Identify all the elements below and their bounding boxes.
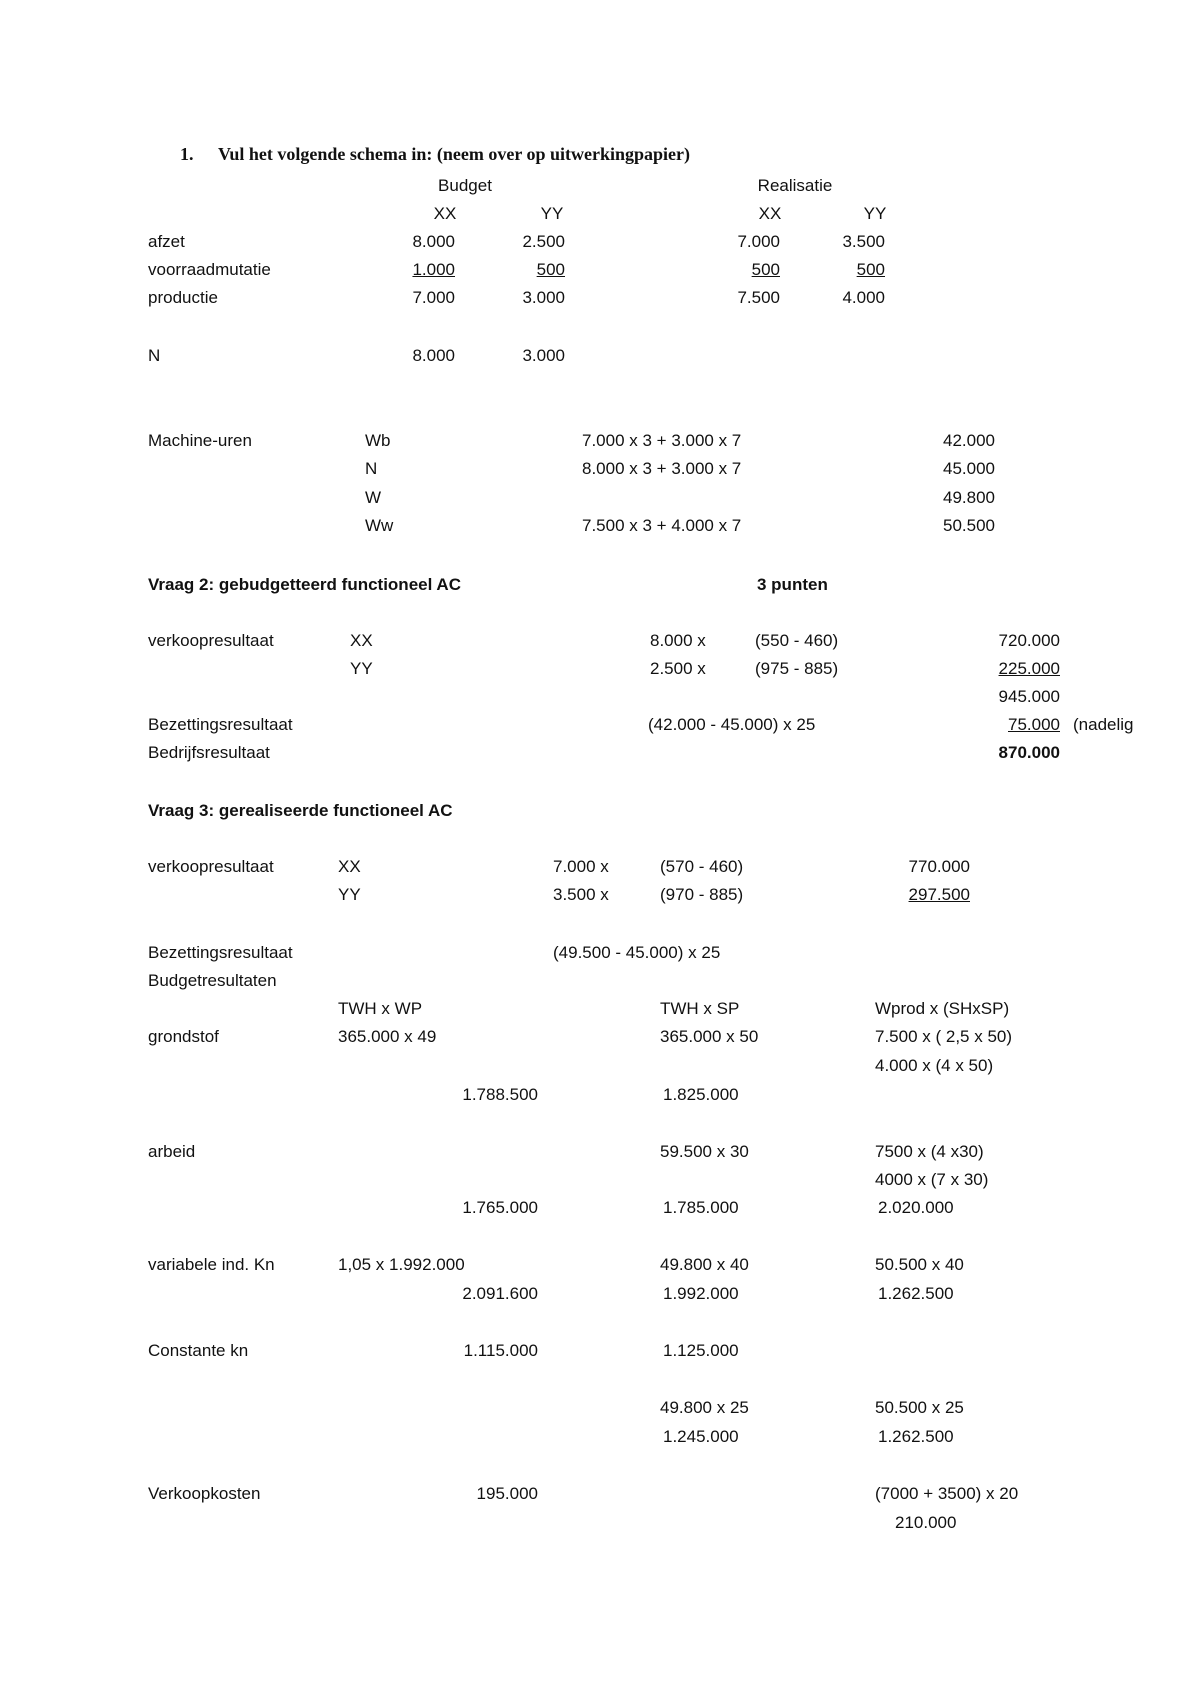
cell: 210.000 — [895, 1513, 957, 1532]
vraag2-title: Vraag 2: gebudgetteerd functioneel AC — [148, 575, 461, 594]
budget-label: Budgetresultaten — [148, 971, 277, 990]
cell: 7500 x (4 x30) — [875, 1142, 984, 1161]
cell: 7.000 — [737, 232, 780, 251]
product-code: XX — [338, 857, 361, 876]
machine-value: 50.500 — [943, 516, 995, 535]
machine-code: N — [365, 459, 378, 478]
verkoopkosten-label: Verkoopkosten — [148, 1484, 261, 1503]
cell: 3.000 — [522, 288, 565, 307]
cell: 365.000 x 49 — [338, 1027, 437, 1046]
col-budget: Budget — [438, 176, 492, 195]
cell: 4.000 x (4 x 50) — [875, 1056, 994, 1075]
col-r-xx: XX — [758, 204, 782, 223]
value: 225.000 — [998, 659, 1060, 678]
cell: 7.500 — [737, 288, 780, 307]
cell: 1.262.500 — [878, 1427, 954, 1446]
machine-code: W — [365, 488, 382, 507]
bezetting-calc: (49.500 - 45.000) x 25 — [553, 943, 721, 962]
cell: 1.000 — [412, 260, 455, 279]
cell: 500 — [856, 260, 885, 279]
col-b-xx: XX — [433, 204, 457, 223]
qty: 7.000 x — [553, 857, 609, 876]
cell: 49.800 x 40 — [660, 1255, 749, 1274]
cell: 1.785.000 — [663, 1198, 739, 1217]
value: 720.000 — [998, 631, 1060, 650]
product-code: YY — [338, 885, 361, 904]
machine-value: 49.800 — [943, 488, 995, 507]
bezetting-note: (nadelig — [1073, 715, 1134, 734]
cell: 1.262.500 — [878, 1284, 954, 1303]
variabel-label: variabele ind. Kn — [148, 1255, 275, 1274]
cell: 195.000 — [476, 1484, 538, 1503]
col-wprod: Wprod x (SHxSP) — [875, 999, 1010, 1018]
cell: 50.500 x 40 — [875, 1255, 964, 1274]
cell: 1.115.000 — [463, 1341, 538, 1360]
verkoop-label: verkoopresultaat — [148, 857, 274, 876]
cell: 500 — [536, 260, 565, 279]
machine-code: Ww — [365, 516, 394, 535]
cell: 365.000 x 50 — [660, 1027, 759, 1046]
arbeid-label: arbeid — [148, 1142, 196, 1161]
cell: 2.500 — [522, 232, 565, 251]
bezetting-label: Bezettingsresultaat — [148, 715, 293, 734]
cell: 49.800 x 25 — [660, 1398, 749, 1417]
heading-number: 1. — [180, 144, 194, 164]
bezetting-value: 75.000 — [1008, 715, 1060, 734]
n-label: N — [148, 346, 161, 365]
vraag2-points: 3 punten — [757, 575, 828, 594]
cell: 50.500 x 25 — [875, 1398, 964, 1417]
value: 770.000 — [908, 857, 970, 876]
cell: 7.500 x ( 2,5 x 50) — [875, 1027, 1013, 1046]
product-code: YY — [350, 659, 373, 678]
cell: 1.825.000 — [663, 1085, 739, 1104]
calc: (550 - 460) — [755, 631, 839, 650]
cell: 4.000 — [842, 288, 885, 307]
heading-text: Vul het volgende schema in: (neem over op uitwerkingpapier) — [218, 144, 690, 164]
calc: (975 - 885) — [755, 659, 839, 678]
machine-value: 45.000 — [943, 459, 995, 478]
cell: (7000 + 3500) x 20 — [875, 1484, 1019, 1503]
bedrijf-value: 870.000 — [998, 743, 1060, 762]
cell: 1.125.000 — [663, 1341, 739, 1360]
row-label: afzet — [148, 232, 185, 251]
col-twh-sp: TWH x SP — [660, 999, 740, 1018]
cell: 3.500 — [842, 232, 885, 251]
cell: 1.992.000 — [663, 1284, 739, 1303]
cell: 2.020.000 — [878, 1198, 954, 1217]
machine-code: Wb — [365, 431, 391, 450]
cell: 2.091.600 — [462, 1284, 538, 1303]
machine-formula: 8.000 x 3 + 3.000 x 7 — [582, 459, 742, 478]
col-twh-wp: TWH x WP — [338, 999, 423, 1018]
cell: 1.245.000 — [663, 1427, 739, 1446]
machine-label: Machine-uren — [148, 431, 252, 450]
row-label: voorraadmutatie — [148, 260, 271, 279]
qty: 3.500 x — [553, 885, 609, 904]
cell: 8.000 — [412, 346, 455, 365]
calc: (970 - 885) — [660, 885, 744, 904]
machine-formula: 7.000 x 3 + 3.000 x 7 — [582, 431, 742, 450]
cell: 59.500 x 30 — [660, 1142, 749, 1161]
col-b-yy: YY — [540, 204, 564, 223]
qty: 8.000 x — [650, 631, 706, 650]
cell: 8.000 — [412, 232, 455, 251]
bezetting-calc: (42.000 - 45.000) x 25 — [648, 715, 816, 734]
cell: 7.000 — [412, 288, 455, 307]
grondstof-label: grondstof — [148, 1027, 219, 1046]
machine-formula: 7.500 x 3 + 4.000 x 7 — [582, 516, 742, 535]
row-label: productie — [148, 288, 218, 307]
vraag3-title: Vraag 3: gerealiseerde functioneel AC — [148, 801, 453, 820]
machine-value: 42.000 — [943, 431, 995, 450]
value: 297.500 — [908, 885, 970, 904]
col-realisatie: Realisatie — [757, 176, 833, 195]
cell: 1.788.500 — [462, 1085, 538, 1104]
cell: 3.000 — [522, 346, 565, 365]
verkoop-label: verkoopresultaat — [148, 631, 274, 650]
calc: (570 - 460) — [660, 857, 744, 876]
constant-label: Constante kn — [148, 1341, 249, 1360]
product-code: XX — [350, 631, 373, 650]
bedrijf-label: Bedrijfsresultaat — [148, 743, 270, 762]
bezetting-label: Bezettingsresultaat — [148, 943, 293, 962]
subtotal: 945.000 — [998, 687, 1060, 706]
cell: 4000 x (7 x 30) — [875, 1170, 989, 1189]
cell: 1.765.000 — [462, 1198, 538, 1217]
cell: 1,05 x 1.992.000 — [338, 1255, 465, 1274]
col-r-yy: YY — [863, 204, 887, 223]
qty: 2.500 x — [650, 659, 706, 678]
cell: 500 — [751, 260, 780, 279]
